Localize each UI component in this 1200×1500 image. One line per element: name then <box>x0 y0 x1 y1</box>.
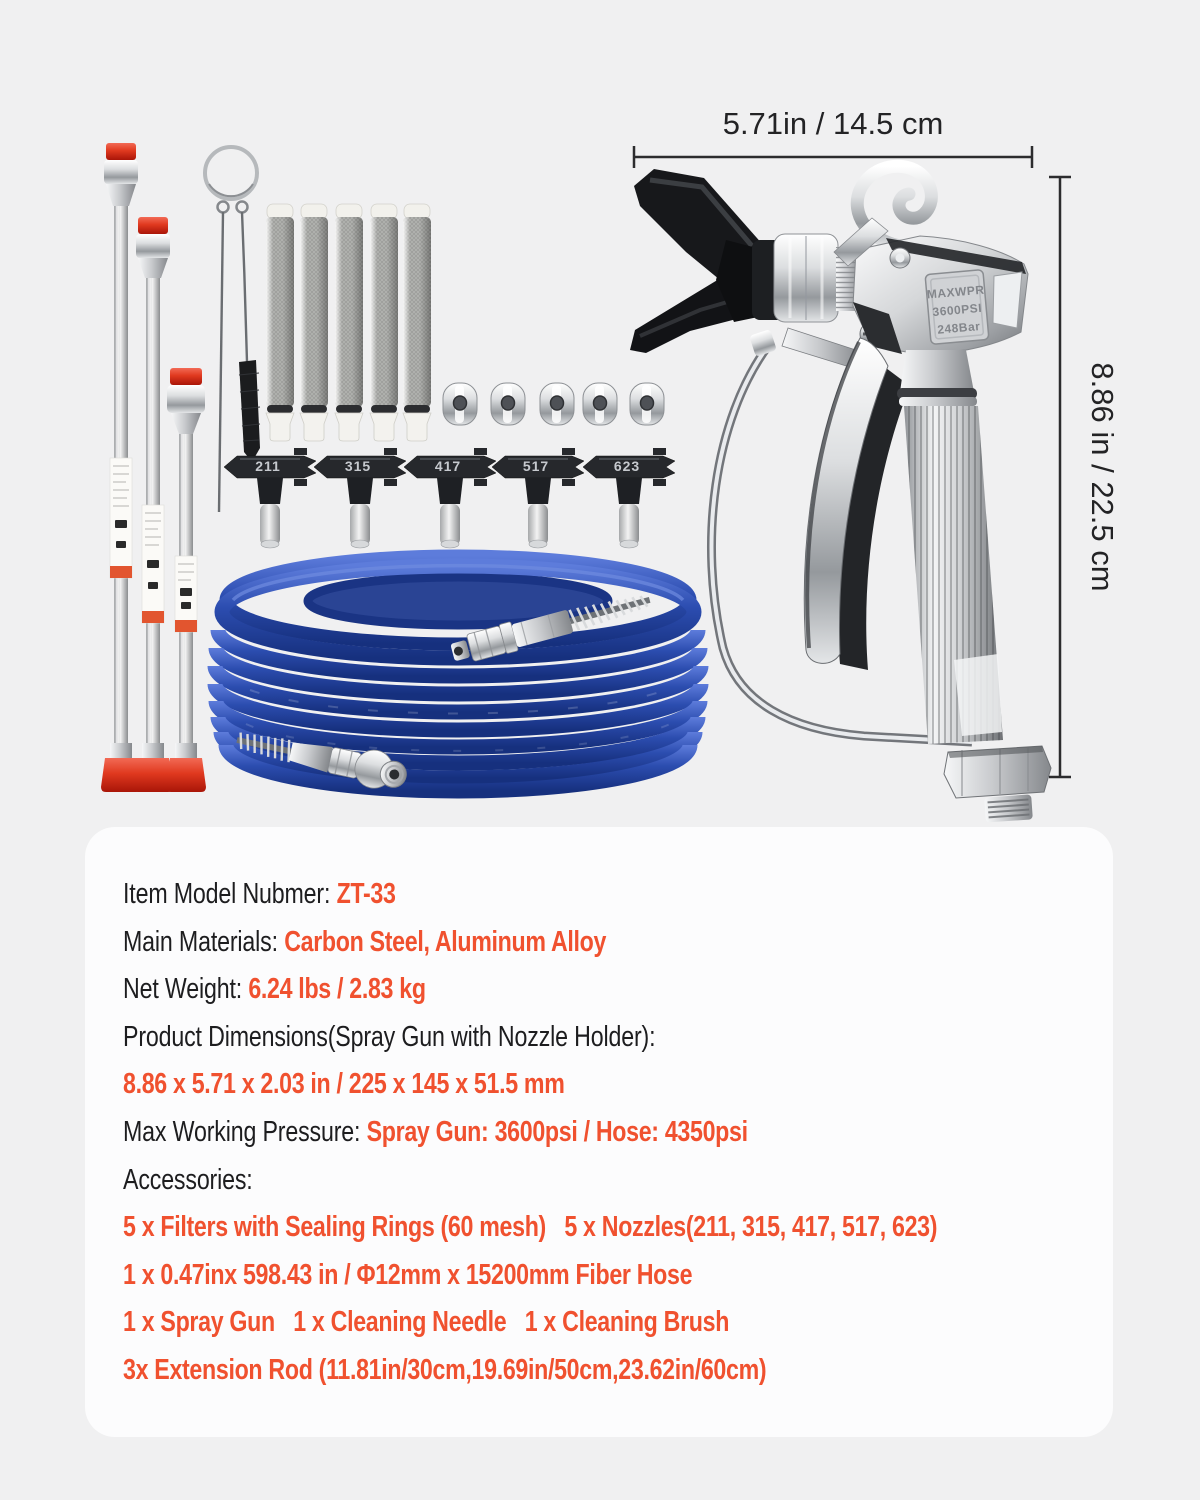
nozzle-size-label: 211 <box>255 458 281 474</box>
filter <box>266 204 294 441</box>
spec-value: 1 x 0.47inx 598.43 in / Φ12mm x 15200mm Fiber Hose <box>123 1258 693 1291</box>
engraving-line: 3600PSI <box>931 300 983 320</box>
spec-row-filters-nozzles <box>123 1204 1083 1252</box>
extension-rod-medium <box>133 217 173 792</box>
spec-row-accessories-title <box>123 1157 1083 1205</box>
spray-nozzles <box>224 448 675 548</box>
spec-label: Max Working Pressure: <box>123 1115 367 1148</box>
spec-value: ZT-33 <box>336 878 396 910</box>
filter <box>370 204 398 441</box>
nozzle-size-label: 623 <box>613 458 641 474</box>
spec-row-model <box>123 871 1083 919</box>
spec-row-dimensions-title <box>123 1014 1083 1062</box>
nozzle-size-label: 517 <box>522 458 550 474</box>
fiber-hose <box>215 556 701 795</box>
sealing-ring <box>540 383 574 425</box>
spec-label: Net Weight: <box>123 973 249 1006</box>
cleaning-brush-wire <box>242 212 247 362</box>
cleaning-needle <box>219 212 223 512</box>
nozzle-315 <box>314 448 406 548</box>
spec-value: 1 x Spray Gun 1 x Cleaning Needle 1 x Cleaning Brush <box>123 1306 730 1339</box>
nozzle-guard <box>630 169 786 353</box>
spec-value: Spray Gun: 3600psi / Hose: 4350psi <box>366 1115 748 1148</box>
extension-rods <box>101 143 206 792</box>
engraving-line: 248Bar <box>936 319 981 337</box>
rod-warning-label <box>142 505 164 623</box>
extension-rod-long <box>101 143 141 792</box>
spec-row-gun-needle-brush <box>123 1299 1083 1347</box>
sealing-ring <box>491 383 525 425</box>
nozzle-623 <box>583 448 675 548</box>
spec-value: 3x Extension Rod (11.81in/30cm,19.69in/50cm,23.62in/60cm) <box>123 1353 767 1386</box>
spec-row-materials <box>123 919 1083 967</box>
spec-row-dimensions-value <box>123 1061 1083 1109</box>
nozzle-517 <box>492 448 584 548</box>
filter <box>335 204 363 441</box>
spec-card <box>85 827 1113 1437</box>
nozzle-417 <box>404 448 496 548</box>
filter <box>403 204 431 441</box>
spec-row-pressure <box>123 1109 1083 1157</box>
spec-value: 6.24 lbs / 2.83 kg <box>248 973 426 1006</box>
keyring-icon <box>205 147 257 199</box>
rod-warning-label <box>175 556 197 632</box>
inlet-thread <box>984 794 1033 822</box>
nozzle-size-label: 315 <box>344 458 372 474</box>
nozzle-211 <box>224 448 316 548</box>
spec-row-extension-rods <box>123 1347 1083 1395</box>
spec-value: 8.86 x 5.71 x 2.03 in / 225 x 145 x 51.5 mm <box>123 1068 565 1101</box>
spec-label: Accessories: <box>123 1163 253 1196</box>
paint-filters <box>266 204 431 441</box>
extension-rod-short <box>166 368 206 792</box>
sealing-ring <box>583 383 617 425</box>
spec-label: Main Materials: <box>123 925 285 958</box>
spec-row-weight <box>123 966 1083 1014</box>
sealing-rings <box>443 383 664 425</box>
spec-row-hose <box>123 1252 1083 1300</box>
sealing-ring <box>443 383 477 425</box>
engraving-plate <box>925 270 989 345</box>
width-dimension-label: 5.71in / 14.5 cm <box>722 106 944 141</box>
sealing-ring <box>630 383 664 425</box>
spec-label: Item Model Nubmer: <box>123 878 337 910</box>
nozzle-size-label: 417 <box>434 458 462 474</box>
spec-value: 5 x Filters with Sealing Rings (60 mesh) 5 x Nozzles(211, 315, 417, 517, 623) <box>123 1211 938 1244</box>
spec-value: Carbon Steel, Aluminum Alloy <box>284 925 607 958</box>
engraving-line: MAXWPR <box>926 282 986 302</box>
rod-warning-label <box>110 458 132 578</box>
filter <box>300 204 328 441</box>
spec-label: Product Dimensions(Spray Gun with Nozzle Holder): <box>123 1020 656 1053</box>
height-dimension-label: 8.86 in / 22.5 cm <box>1085 362 1120 592</box>
cleaning-brush-head <box>239 360 260 462</box>
